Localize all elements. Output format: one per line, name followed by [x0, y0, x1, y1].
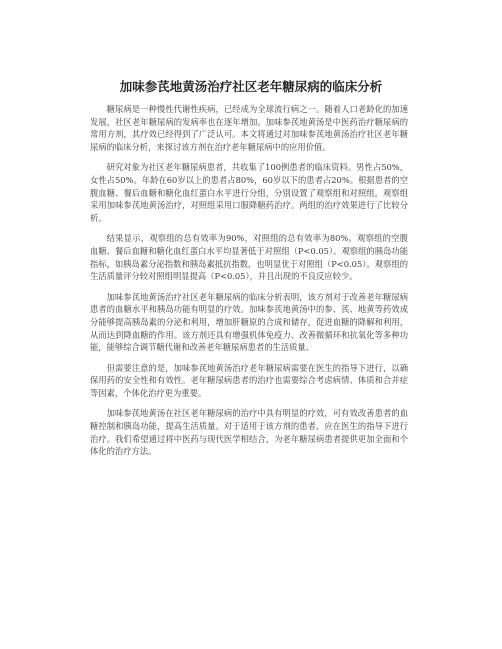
document-title: 加味参芪地黄汤治疗社区老年糖尿病的临床分析	[119, 79, 383, 94]
paragraph-methods: 研究对象为社区老年糖尿病患者，共收集了100例患者的临床资料。男性占50%，女性占50%。年龄在60岁以上的患者占80%，60岁以下的患者占20%。根据患者的空腹血糖、餐后血糖和糖化血红蛋白水平进行分组，分别设置了观察组和对照组。观察组采用加味参芪地黄汤治疗，对照组采用口服降糖药治疗。两组的治疗效果进行了比较分析。	[90, 162, 408, 223]
paragraph-intro: 糖尿病是一种慢性代谢性疾病，已经成为全球流行病之一。随着人口老龄化的加速发展，社区老年糖尿病的发病率也在逐年增加。加味参芪地黄汤是中医药治疗糖尿病的常用方剂，其疗效已经得到了广泛认可。本文将通过对加味参芪地黄汤治疗社区老年糖尿病的临床分析，来探讨该方剂在治疗老年糖尿病中的应用价值。	[90, 104, 408, 152]
document-body	[90, 103, 408, 466]
paragraph-discussion: 加味参芪地黄汤治疗社区老年糖尿病的临床分析表明，该方剂对于改善老年糖尿病患者的血糖水平和胰岛功能有明显的疗效。加味参芪地黄汤中的参、芪、地黄等药效成分能够提高胰岛素的分泌和利用，增加肝糖原的合成和储存，促进血糖的降解和利用，从而达到降血糖的作用。该方剂还具有增强机体免疫力、改善微循环和抗氧化等多种功能，能够综合调节糖代谢和改善老年糖尿病患者的生活质量。	[90, 291, 408, 353]
paragraph-conclusion: 加味参芪地黄汤在社区老年糖尿病的治疗中具有明显的疗效，可有效改善患者的血糖控制和胰岛功能，提高生活质量。对于适用于该方剂的患者，应在医生的指导下进行治疗。我们希望通过将中医药与现代医学相结合，为老年糖尿病患者提供更加全面和个体化的治疗方法。	[90, 408, 408, 457]
paragraph-results: 结果显示，观察组的总有效率为90%，对照组的总有效率为80%。观察组的空腹血糖、餐后血糖和糖化血红蛋白水平均显著低于对照组（P<0.05）。观察组的胰岛功能指标，如胰岛素分泌指数和胰岛素抵抗指数，也明显优于对照组（P<0.05）。观察组的生活质量评分较对照组明显提高（P<0.05），并且出现的不良反应较少。	[90, 233, 408, 282]
paragraph-caution: 但需要注意的是，加味参芪地黄汤治疗老年糖尿病需要在医生的指导下进行，以确保用药的安全性和有效性。老年糖尿病患者的治疗也需要综合考虑病情、体质和合并症等因素，个体化治疗更为重要。	[90, 362, 408, 398]
